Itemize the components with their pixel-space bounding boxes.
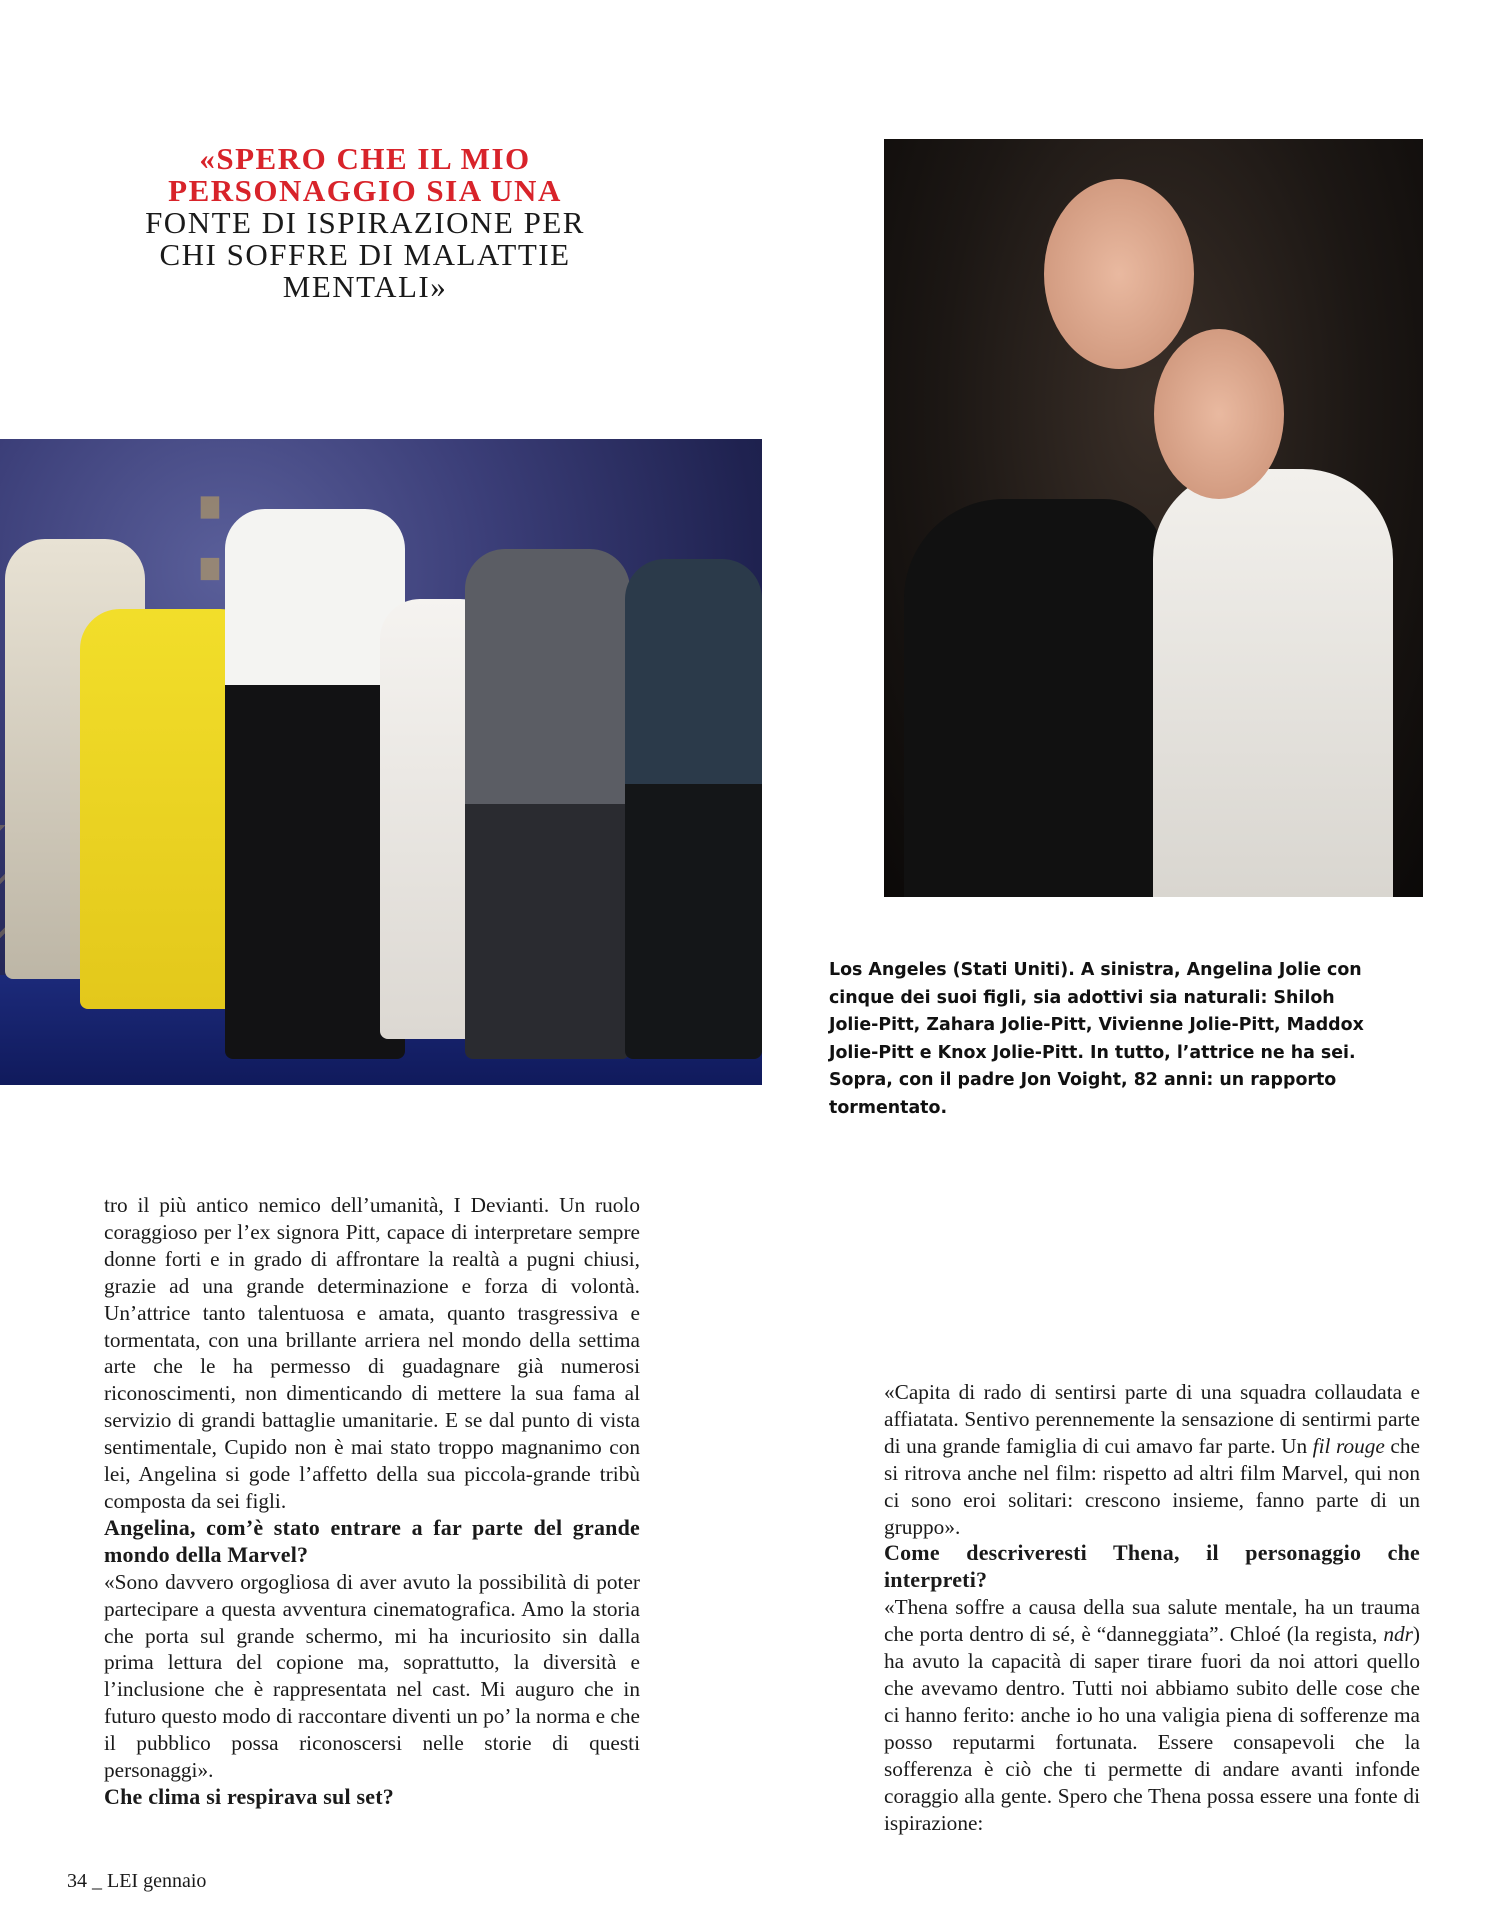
photo-face-angelina [1154, 329, 1284, 499]
text-run: «Thena soffre a causa della sua salute mentale, ha un trauma che porta dentro di sé, è “danneggiata”. Chloé (la regista, [884, 1595, 1420, 1647]
text-run: «Capita di rado di sentirsi parte di una squadra collaudata e affiatata. Sentivo perennemente la sensazione di sentirmi parte di una grande famiglia di cui amavo far parte. Un [884, 1380, 1420, 1458]
pull-quote-red-line-1: «SPERO CHE IL MIO [199, 141, 531, 176]
figure-angelina [225, 509, 405, 1059]
photo-white-suit [1153, 469, 1393, 897]
figure-maddox [465, 549, 630, 1059]
family-photo [0, 439, 762, 1085]
pull-quote-red-line-2: PERSONAGGIO SIA UNA [168, 173, 562, 208]
interview-question: Che clima si respirava sul set? [104, 1783, 394, 1809]
figure-knox [625, 559, 762, 1059]
pull-quote-line-5: MENTALI» [282, 269, 448, 304]
article-column-right [884, 1379, 1420, 1836]
father-photo [884, 139, 1423, 897]
italic-term: fil rouge [1312, 1433, 1385, 1458]
pull-quote-line-4: CHI SOFFRE DI MALATTIE [159, 237, 571, 272]
article-paragraph: tro il più antico nemico dell’umanità, I Devianti. Un ruolo coraggioso per l’ex signora Pitt, capace di interpretare sempre donne forti e in grado di affrontare la realtà a pugni chiusi, grazie ad una grande determinazione e forza di volontà. Un’attrice tanto talentuosa e amata, quanto trasgressiva e tormentata, con una brillante arriera nel mondo della settima arte che le ha permesso di guadagnare già numerosi riconoscimenti, non dimenticando di mettere la sua fama al servizio di grandi battaglie umanitarie. E se dal punto di vista sentimentale, Cupido non è mai stato troppo magnanimo con lei, Angelina si gode l’affetto della sua piccola-grande tribù composta da sei figli. [104, 1193, 640, 1513]
interview-question: Come descriveresti Thena, il personaggio che interpreti? [884, 1540, 1420, 1593]
pull-quote-line-3: FONTE DI ISPIRAZIONE PER [145, 205, 585, 240]
photo-black-tuxedo [904, 499, 1164, 897]
photo-face-jon [1044, 179, 1194, 369]
article-paragraph [884, 1594, 1420, 1836]
article-paragraph: «Sono davvero orgogliosa di aver avuto la possibilità di poter partecipare a questa avventura cinematografica. Amo la storia che porta sul grande schermo, mi ha incuriosito sin dalla prima lettura del copione ma, soprattutto, la diversità e l’inclusione che è rappresentata nel cast. Mi auguro che in futuro questo modo di raccontare diventi un po’ la norma e che il pubblico possa riconoscersi nelle storie di questi personaggi». [104, 1569, 640, 1783]
text-run: ) ha avuto la capacità di saper tirare fuori da noi attori quello che avevamo dentro. Tutti noi abbiamo subito delle cose che ci hanno ferito: anche io ho una valigia piena di sofferenze ma posso reputarmi fortunata. Essere consapevoli che la sofferenza è ciò che ti permette di andare avanti infonde coraggio alla gente. Spero che Thena possa essere una fonte di ispirazione: [884, 1622, 1420, 1835]
interview-question: Angelina, com’è stato entrare a far parte del grande mondo della Marvel? [104, 1514, 640, 1567]
text-run: che si ritrova anche nel film: rispetto ad altri film Marvel, qui non ci sono eroi solitari: crescono insieme, fanno parte di un gruppo». [884, 1433, 1420, 1539]
article-column-left [104, 1192, 640, 1811]
page-folio: 34 _ LEI gennaio [67, 1870, 207, 1892]
pull-quote [95, 143, 635, 303]
italic-term: ndr [1383, 1622, 1413, 1647]
photo-caption: Los Angeles (Stati Uniti). A sinistra, Angelina Jolie con cinque dei suoi figli, sia adottivi sia naturali: Shiloh Jolie-Pitt, Zahara Jolie-Pitt, Vivienne Jolie-Pitt, Maddox Jolie-Pitt e Knox Jolie-Pitt. In tutto, l’attrice ne ha sei. Sopra, con il padre Jon Voight, 82 anni: un rapporto tormentato. [829, 960, 1364, 1118]
article-paragraph [884, 1379, 1420, 1540]
